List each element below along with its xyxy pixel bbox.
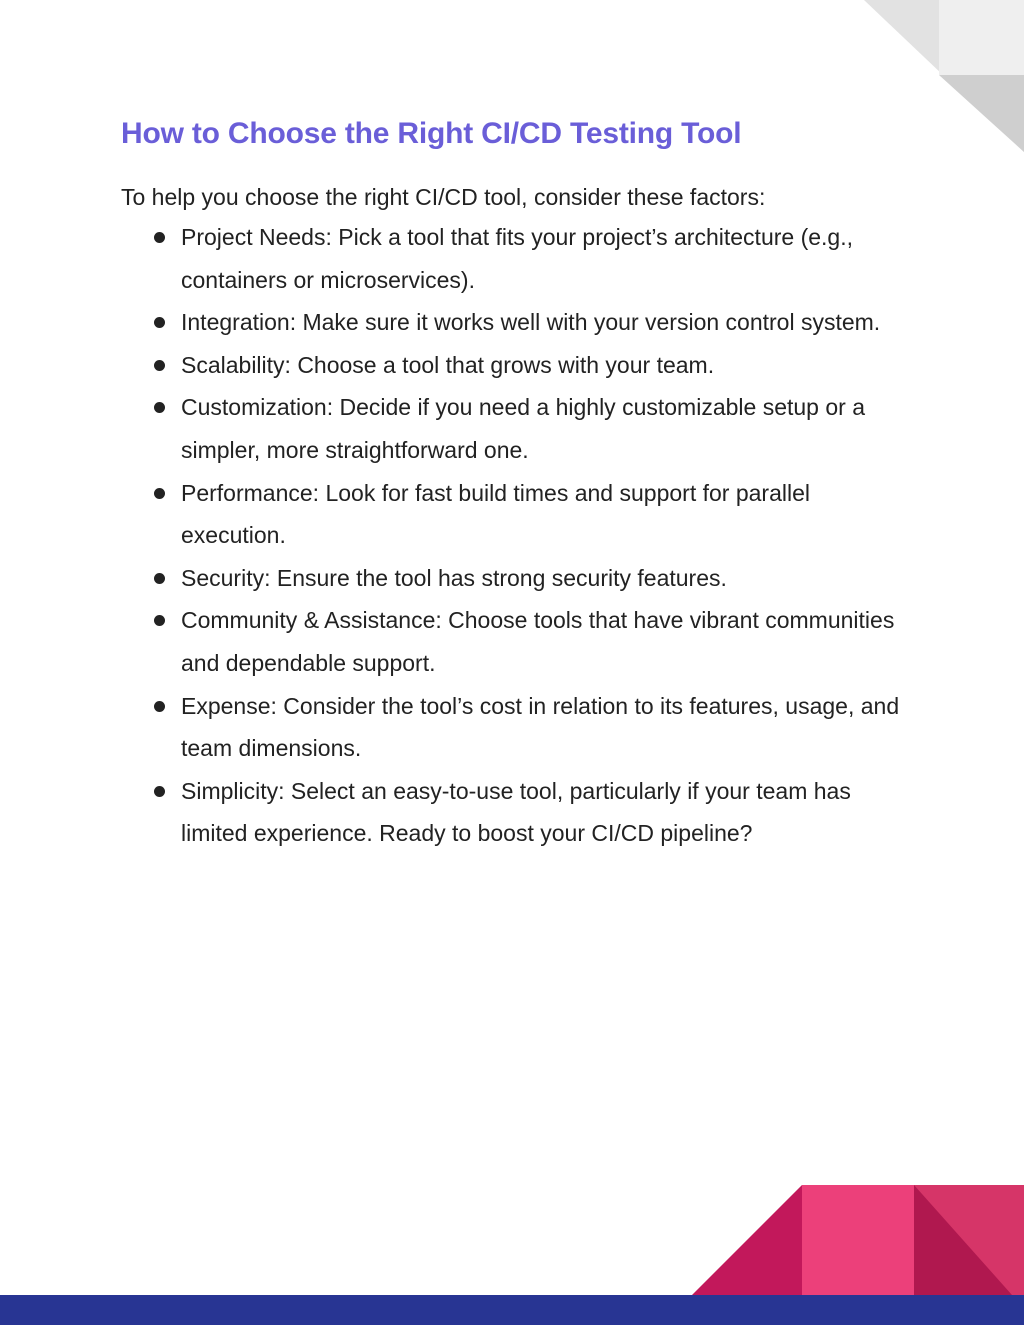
list-item-text: Community & Assistance: Choose tools that have vibrant communities and dependable support.	[181, 607, 895, 676]
list-item-text: Expense: Consider the tool’s cost in relation to its features, usage, and team dimensions.	[181, 692, 900, 762]
bullet-icon	[154, 786, 165, 797]
list-item	[121, 301, 901, 344]
document-body	[121, 112, 901, 855]
list-item-text: Customization: Decide if you need a highly customizable setup or a simpler, more straightforward one.	[181, 394, 865, 463]
bullet-icon	[154, 232, 165, 243]
bullet-icon	[154, 615, 165, 626]
factor-list	[121, 216, 901, 855]
list-item-text: Integration: Make sure it works well with your version control system.	[181, 309, 881, 336]
list-item	[121, 386, 901, 471]
list-item-text: Simplicity: Select an easy-to-use tool, particularly if your team has limited experience. Ready to boost your CI/CD pipeline?	[181, 777, 851, 847]
bullet-icon	[154, 573, 165, 584]
list-item	[121, 557, 901, 600]
bullet-icon	[154, 402, 165, 413]
list-item	[121, 344, 901, 387]
bullet-icon	[154, 317, 165, 328]
bullet-icon	[154, 488, 165, 499]
list-item	[121, 599, 901, 684]
corner-decoration-bottom	[692, 1185, 1024, 1295]
list-item	[121, 685, 901, 770]
list-item-text: Scalability: Choose a tool that grows with your team.	[181, 351, 715, 378]
list-item	[121, 472, 901, 557]
bullet-icon	[154, 360, 165, 371]
list-item-text: Security: Ensure the tool has strong security features.	[181, 564, 727, 591]
list-item	[121, 770, 901, 855]
list-item-text: Performance: Look for fast build times and support for parallel execution.	[181, 479, 810, 549]
list-item-text: Project Needs: Pick a tool that fits your project’s architecture (e.g., containers or microservices).	[181, 224, 853, 293]
bullet-icon	[154, 701, 165, 712]
page-title: How to Choose the Right CI/CD Testing Tool	[121, 117, 742, 150]
list-item	[121, 216, 901, 301]
intro-text: To help you choose the right CI/CD tool, consider these factors:	[121, 184, 766, 210]
footer-bar	[0, 1295, 1024, 1325]
